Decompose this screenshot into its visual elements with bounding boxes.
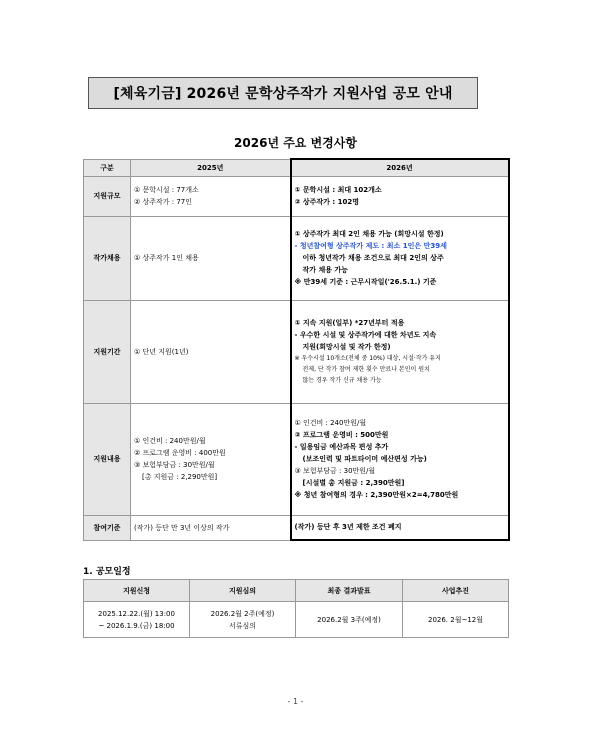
new-line: - 우수한 시설 및 상주작가에 대한 차년도 지속 — [294, 331, 437, 339]
schedule-line: 2026.2월 3주(예정) — [317, 615, 381, 624]
new-line: ① 지속 지원(일부) *27년부터 적용 — [294, 319, 405, 327]
row-label: 지원내용 — [84, 403, 131, 515]
schedule-header: 지원신청 — [84, 580, 190, 602]
schedule-line: 2026. 2월~12월 — [427, 615, 483, 624]
new-line: 작가 채용 가능 — [302, 266, 348, 274]
schedule-cell — [296, 602, 403, 638]
schedule-header: 사업추진 — [403, 580, 509, 602]
new-cell — [291, 176, 509, 216]
page-number: - 1 - — [287, 697, 304, 706]
schedule-header: 최종 결과발표 — [296, 580, 403, 602]
table-row — [84, 515, 509, 540]
old-cell — [131, 300, 291, 403]
new-cell — [291, 515, 509, 540]
old-cell — [131, 176, 291, 216]
row-label: 작가채용 — [84, 216, 131, 300]
new-line: - 일용임금 예산과목 편성 추가 — [294, 443, 389, 451]
row-label: 참여기준 — [84, 515, 131, 540]
old-line: (작가) 등단 만 3년 이상의 작가 — [134, 523, 230, 532]
new-cell — [291, 403, 509, 515]
new-line: ② 프로그램 운영비 : 500만원 — [294, 431, 389, 439]
schedule-table — [83, 579, 509, 638]
old-cell — [131, 515, 291, 540]
schedule-line: 서류심의 — [228, 621, 257, 630]
schedule-row — [84, 602, 509, 638]
new-line: [시설별 총 지원금 : 2,390만원] — [302, 479, 405, 487]
new-line: ③ 보험부담금 : 30만원/월 — [294, 467, 376, 475]
header-2026: 2026년 — [291, 159, 509, 176]
table-row — [84, 403, 509, 515]
new-line: 이하 청년작가 채용 조건으로 최대 2인의 상주 — [302, 254, 444, 262]
table-row — [84, 176, 509, 216]
old-line: ② 프로그램 운영비 : 400만원 — [134, 449, 226, 457]
old-line: ① 상주작가 1인 채용 — [134, 254, 199, 262]
schedule-cell — [190, 602, 296, 638]
new-cell — [291, 216, 509, 300]
old-line: [총 지원금 : 2,290만원] — [142, 473, 218, 481]
new-cell — [291, 300, 509, 403]
header-2025: 2025년 — [131, 159, 291, 176]
old-cell — [131, 216, 291, 300]
schedule-cell — [84, 602, 190, 638]
document-title: [체육기금] 2026년 문학상주작가 지원사업 공모 안내 — [88, 77, 478, 109]
new-line: ※ 만39세 기준 : 근무시작일('26.5.1.) 기준 — [294, 278, 437, 286]
schedule-header: 지원심의 — [190, 580, 296, 602]
new-note-line: 전제, 단 작가 참여 제한 횟수 만료나 본인이 원치 — [302, 366, 430, 373]
header-category: 구분 — [84, 159, 131, 176]
schedule-header-row — [84, 580, 509, 602]
new-line: ① 인건비 : 240만원/월 — [294, 419, 367, 427]
changes-table-header — [84, 159, 509, 176]
old-line: ① 인건비 : 240만원/월 — [134, 437, 206, 445]
schedule-line: ~ 2026.1.9.(금) 18:00 — [98, 621, 175, 630]
new-line: ※ 청년 참여형의 경우 : 2,390만원×2=4,780만원 — [294, 491, 459, 499]
new-note-line: ※ 우수시설 10개소(전체 중 10%) 대상, 시설·작가 유지 — [294, 355, 441, 362]
changes-table — [83, 158, 510, 541]
new-line: ② 상주작가 : 102명 — [294, 198, 359, 206]
old-cell — [131, 403, 291, 515]
old-line: ① 단년 지원(1년) — [134, 347, 189, 356]
new-line: (작가) 등단 후 3년 제한 조건 폐지 — [294, 523, 402, 532]
schedule-line: 2025.12.22.(월) 13:00 — [98, 609, 175, 618]
old-line: ① 문학시설 : 77개소 — [134, 186, 199, 194]
row-label: 지원규모 — [84, 176, 131, 216]
table-row — [84, 216, 509, 300]
old-line: ③ 보험부담금 : 30만원/월 — [134, 461, 215, 469]
row-label: 지원기간 — [84, 300, 131, 403]
new-line: 지원(희망시설 및 작가 한정) — [302, 343, 391, 351]
changes-subtitle: 2026년 주요 변경사항 — [234, 136, 357, 150]
table-row — [84, 300, 509, 403]
schedule-cell — [403, 602, 509, 638]
schedule-line: 2026.2월 2주(예정) — [210, 609, 275, 618]
section-heading-schedule: 1. 공모일정 — [83, 567, 131, 577]
new-line-highlight: - 청년참여형 상주작가 제도 : 최소 1인은 만39세 — [294, 242, 447, 250]
new-line: ① 문학시설 : 최대 102개소 — [294, 186, 382, 194]
old-line: ② 상주작가 : 77인 — [134, 198, 193, 206]
new-note-line: 않는 경우 작가 신규 채용 가능 — [302, 377, 382, 384]
new-line: ① 상주작가 최대 2인 채용 가능 (희망시설 한정) — [294, 230, 444, 238]
new-line: (보조인력 및 파트타이머 예산편성 가능) — [302, 455, 427, 463]
